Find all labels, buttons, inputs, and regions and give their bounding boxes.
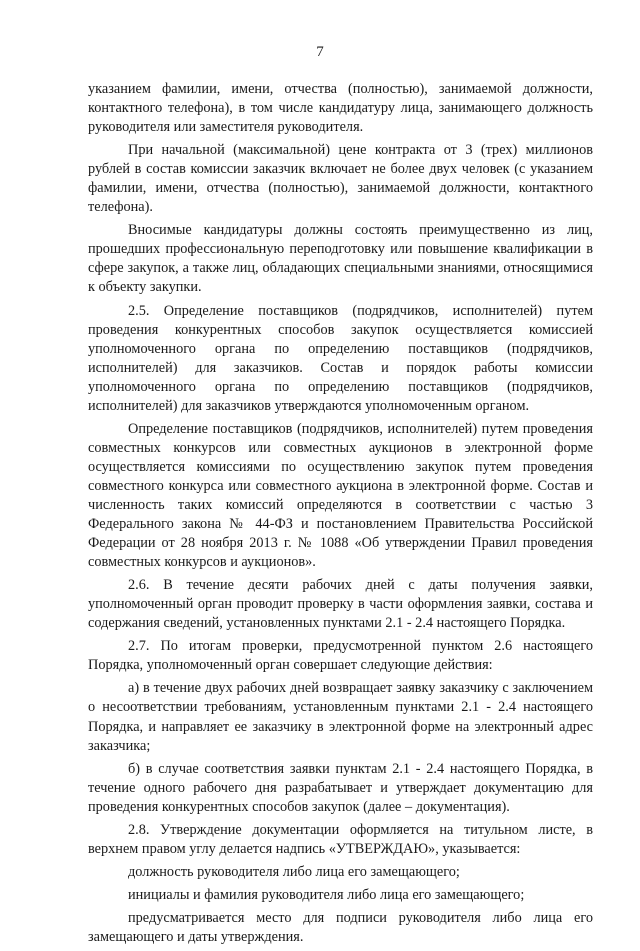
paragraph-2-7-b: б) в случае соответствия заявки пунктам 2.1 - 2.4 настоящего Порядка, в течение одного рабочего дня разрабатывает и утверждает документацию для проведения конкурентных способов закупок (далее – документация). (88, 760, 593, 815)
paragraph-position: должность руководителя либо лица его замещающего; (128, 863, 460, 880)
page-number: 7 (316, 44, 324, 60)
paragraph-2-7: 2.7. По итогам проверки, предусмотренной пунктом 2.6 настоящего Порядка, уполномоченный орган совершает следующие действия: (88, 638, 593, 674)
paragraph-2-8: 2.8. Утверждение документации оформляется на титульном листе, в верхнем правом углу делается надпись «УТВЕРЖДАЮ», указывается: (88, 821, 593, 857)
paragraph-joint-procurement: Определение поставщиков (подрядчиков, исполнителей) путем проведения совместных конкурсов или совместных аукционов в электронной форме осуществляется комиссиями по осуществлению закупок путем проведения совместного конкурса или совместного аукциона в электронной форме. Состав и численность таких комиссий определяются в соответствии с частью 3 Федерального закона № 44-ФЗ и постановлением Правительства Российской Федерации от 28 ноября 2013 г. № 1088 «Об утверждении Правил проведения совместных конкурсов и аукционов». (88, 420, 593, 571)
paragraph-continuation: указанием фамилии, имени, отчества (полностью), занимаемой должности, контактного телефона), в том числе кандидатуру лица, занимающего должность руководителя или заместителя руководителя. (88, 81, 593, 136)
document-body (88, 80, 593, 951)
paragraph-candidates: Вносимые кандидатуры должны состоять преимущественно из лиц, прошедших профессиональную переподготовку или повышение квалификации в сфере закупок, а также лиц, обладающих специальными знаниями, относящимися к объекту закупки. (88, 222, 593, 296)
paragraph-commission-size: При начальной (максимальной) цене контракта от 3 (трех) миллионов рублей в состав комиссии заказчик включает не более двух человек (с указанием фамилии, имени, отчества (полностью), занимаемой должности, контактного телефона). (88, 142, 593, 216)
paragraph-2-6: 2.6. В течение десяти рабочих дней с даты получения заявки, уполномоченный орган проводит проверку в части оформления заявки, состава и содержания сведений, установленных пунктами 2.1 - 2.4 настоящего Порядка. (88, 577, 593, 632)
paragraph-2-5: 2.5. Определение поставщиков (подрядчиков, исполнителей) путем проведения конкурентных способов закупок осуществляется комиссией уполномоченного органа по определению поставщиков (подрядчиков, исполнителей) для заказчиков. Состав и порядок работы комиссии уполномоченного органа по определению поставщиков (подрядчиков, исполнителей) для заказчиков утверждаются уполномоченным органом. (88, 302, 593, 414)
paragraph-initials: инициалы и фамилия руководителя либо лица его замещающего; (128, 886, 525, 903)
paragraph-2-7-a: а) в течение двух рабочих дней возвращает заявку заказчику с заключением о несоответствии требованиям, установленным пунктами 2.1 - 2.4 настоящего Порядка, и направляет ее заказчику в электронной форме на электронный адрес заказчика; (88, 680, 593, 754)
paragraph-signature-place: предусматривается место для подписи руководителя либо лица его замещающего и даты утверждения. (88, 909, 593, 945)
